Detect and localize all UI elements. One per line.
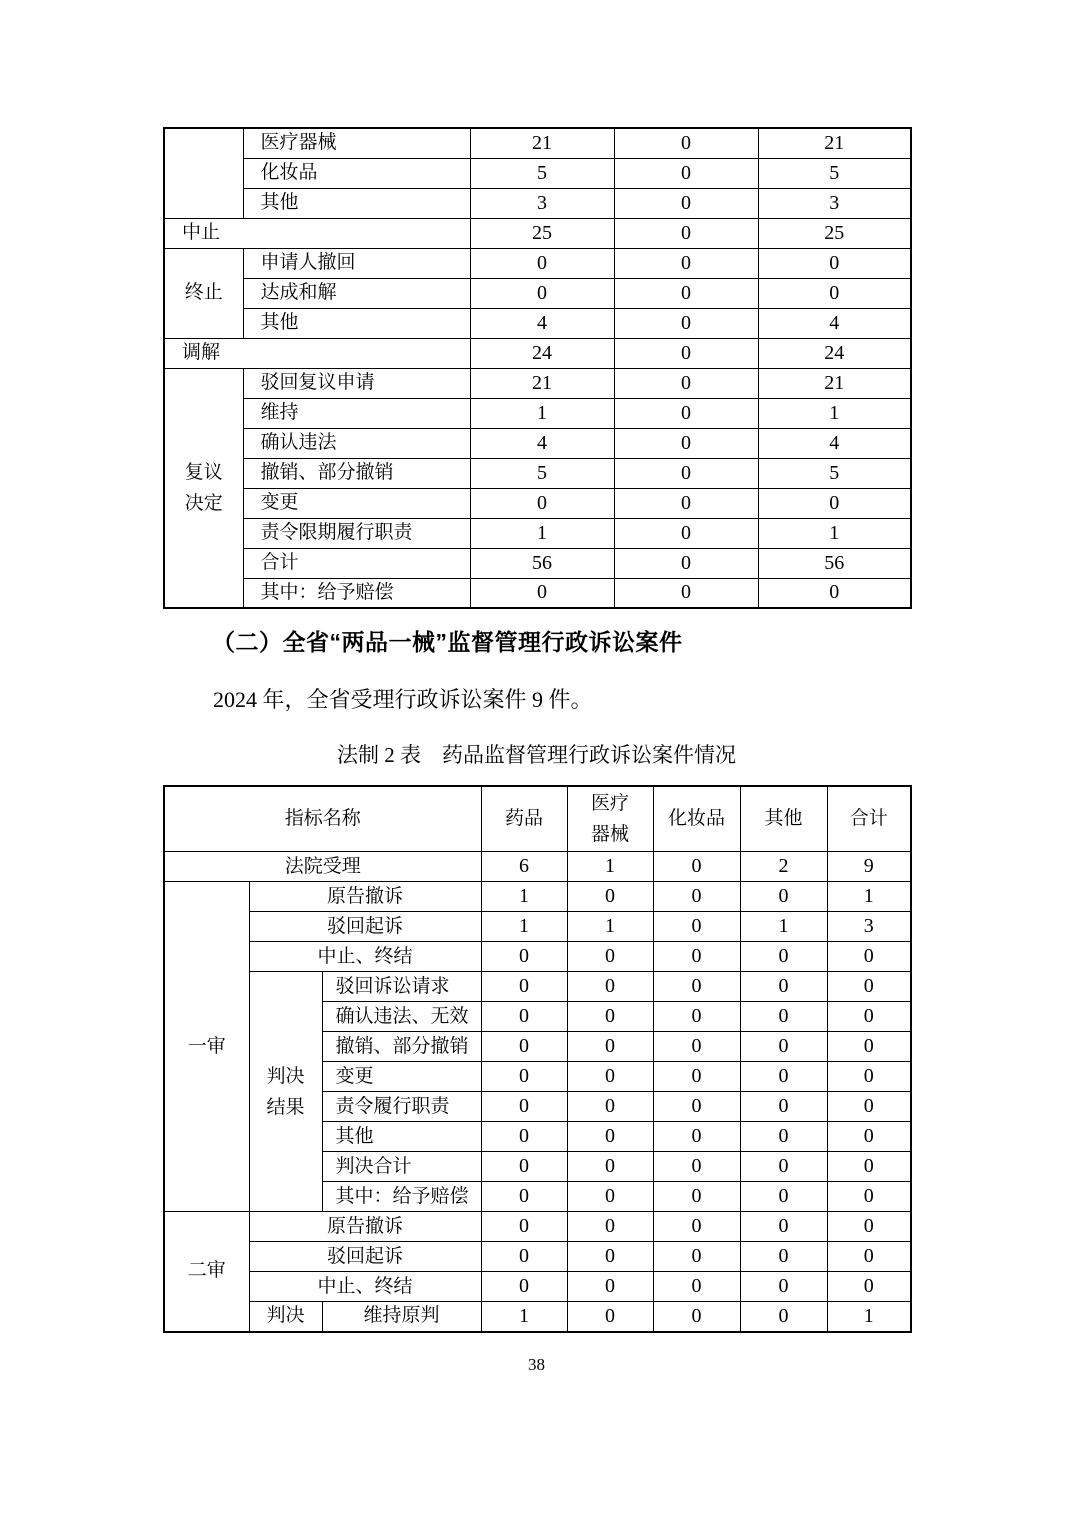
t2-row-label: 驳回起诉: [249, 1242, 481, 1272]
t2-cell: 0: [481, 1272, 567, 1302]
t1-row-label: 变更: [243, 488, 470, 518]
table-header-row: [164, 786, 911, 852]
t2-group-line: 判决: [266, 1065, 305, 1087]
t1-cell: 0: [470, 278, 614, 308]
t1-cell: 0: [614, 458, 758, 488]
t1-cell: 21: [758, 128, 911, 158]
t2-cell: 0: [567, 1032, 653, 1062]
table-row: [164, 218, 911, 248]
t2-cell: 0: [827, 1182, 911, 1212]
t2-cell: 0: [481, 1092, 567, 1122]
t2-row-label: 原告撤诉: [249, 1212, 481, 1242]
t2-cell: 0: [827, 942, 911, 972]
t1-group-termination-cell: 终止: [164, 248, 243, 338]
table-row: [164, 912, 911, 942]
t1-cell: 0: [614, 398, 758, 428]
t1-cell: 4: [758, 308, 911, 338]
t2-cell: 0: [740, 942, 827, 972]
t1-cell: 4: [470, 308, 614, 338]
t2-cell: 1: [481, 1302, 567, 1332]
t2-row-label: 责令履行职责: [322, 1092, 481, 1122]
t1-cell: 0: [758, 578, 911, 608]
t2-row-label: 驳回起诉: [249, 912, 481, 942]
t2-header-other: 其他: [740, 786, 827, 852]
t2-court-label: 法院受理: [164, 852, 481, 882]
t2-header-device-line: 器械: [591, 824, 630, 845]
t2-cell: 0: [653, 1002, 740, 1032]
t1-row-label: 合计: [243, 548, 470, 578]
t1-cell: 0: [470, 578, 614, 608]
t2-cell: 0: [827, 1032, 911, 1062]
t2-header-indicator: 指标名称: [164, 786, 481, 852]
t2-header-drug: 药品: [481, 786, 567, 852]
table-row: [164, 248, 911, 278]
table-row: [164, 188, 911, 218]
t1-cell: 0: [758, 488, 911, 518]
t2-cell: 0: [827, 972, 911, 1002]
t2-cell: 0: [740, 1092, 827, 1122]
t1-row-label: 维持: [243, 398, 470, 428]
table-row: [164, 972, 911, 1002]
table-row: [164, 942, 911, 972]
t2-cell: 0: [740, 1212, 827, 1242]
t2-cell: 0: [827, 1092, 911, 1122]
t2-row-label: 其中：给予赔偿: [322, 1182, 481, 1212]
administrative-litigation-table: [163, 785, 912, 1333]
t1-row-label: 其中：给予赔偿: [243, 578, 470, 608]
t2-header-cosmetics: 化妆品: [653, 786, 740, 852]
t2-cell: 0: [740, 1032, 827, 1062]
t1-cell: 1: [470, 398, 614, 428]
t1-cell: 0: [614, 128, 758, 158]
table-row: [164, 548, 911, 578]
table-row: [164, 278, 911, 308]
t2-cell: 0: [481, 1062, 567, 1092]
t2-row-label: 中止、终结: [249, 1272, 481, 1302]
t2-cell: 0: [740, 1272, 827, 1302]
t2-cell: 1: [827, 1302, 911, 1332]
t2-cell: 0: [653, 1062, 740, 1092]
t2-cell: 1: [481, 882, 567, 912]
t1-row-label: 化妆品: [243, 158, 470, 188]
table-row: [164, 518, 911, 548]
t2-cell: 1: [481, 912, 567, 942]
t1-cell: 25: [758, 218, 911, 248]
t1-row-label: 医疗器械: [243, 128, 470, 158]
table-row: [164, 578, 911, 608]
t2-cell: 0: [567, 1062, 653, 1092]
table-row: [164, 398, 911, 428]
t2-cell: 0: [653, 1242, 740, 1272]
t1-cell: 0: [614, 248, 758, 278]
table-row: [164, 1242, 911, 1272]
t1-group-continued-cell: [164, 128, 243, 218]
t1-cell: 0: [614, 188, 758, 218]
t1-row-label: 申请人撤回: [243, 248, 470, 278]
t2-cell: 3: [827, 912, 911, 942]
table-row: [164, 158, 911, 188]
t2-cell: 0: [481, 1122, 567, 1152]
t2-cell: 0: [567, 1272, 653, 1302]
t2-row-label: 变更: [322, 1062, 481, 1092]
t2-cell: 0: [653, 1272, 740, 1302]
t2-cell: 6: [481, 852, 567, 882]
t2-cell: 0: [481, 942, 567, 972]
t2-verdict-cell: 判决: [249, 1302, 322, 1332]
t2-cell: 0: [481, 1032, 567, 1062]
t1-cell: 4: [470, 428, 614, 458]
t2-group-judgment-result-cell: [249, 972, 322, 1212]
t2-cell: 0: [653, 972, 740, 1002]
t2-cell: 0: [653, 882, 740, 912]
t2-cell: 0: [740, 972, 827, 1002]
t2-cell: 0: [481, 1152, 567, 1182]
t2-cell: 0: [567, 882, 653, 912]
t1-cell: 1: [758, 398, 911, 428]
t2-cell: 0: [653, 1122, 740, 1152]
t2-cell: 0: [567, 1002, 653, 1032]
table-row: [164, 128, 911, 158]
t2-row-label: 其他: [322, 1122, 481, 1152]
t2-cell: 0: [740, 1242, 827, 1272]
t2-cell: 0: [567, 942, 653, 972]
t1-cell: 21: [758, 368, 911, 398]
t1-cell: 24: [758, 338, 911, 368]
t2-cell: 0: [653, 1182, 740, 1212]
t1-cell: 1: [758, 518, 911, 548]
t2-group-first-instance-cell: 一审: [164, 882, 249, 1212]
t2-row-label: 维持原判: [322, 1302, 481, 1332]
t2-cell: 0: [567, 1242, 653, 1272]
t1-group-line: 复议: [184, 461, 223, 483]
t1-cell: 0: [614, 308, 758, 338]
t2-cell: 0: [740, 1302, 827, 1332]
t2-cell: 1: [567, 912, 653, 942]
t2-cell: 0: [567, 1182, 653, 1212]
t1-cell: 5: [470, 458, 614, 488]
t2-cell: 0: [567, 1122, 653, 1152]
t2-row-label: 中止、终结: [249, 942, 481, 972]
t2-cell: 0: [481, 1212, 567, 1242]
t2-cell: 0: [740, 882, 827, 912]
t2-cell: 1: [827, 882, 911, 912]
t2-cell: 1: [567, 852, 653, 882]
t2-cell: 0: [827, 1122, 911, 1152]
t2-cell: 0: [567, 1092, 653, 1122]
t2-cell: 0: [740, 1182, 827, 1212]
t2-row-label: 判决合计: [322, 1152, 481, 1182]
administrative-review-table: [163, 127, 912, 609]
table2-caption: 法制 2 表 药品监督管理行政诉讼案件情况: [337, 743, 736, 767]
t1-merged-label: 中止: [164, 218, 470, 248]
t2-header-total: 合计: [827, 786, 911, 852]
t2-cell: 1: [740, 912, 827, 942]
t1-row-label: 确认违法: [243, 428, 470, 458]
t2-cell: 0: [827, 1152, 911, 1182]
t2-cell: 0: [827, 1242, 911, 1272]
t2-cell: 0: [827, 1212, 911, 1242]
t1-cell: 4: [758, 428, 911, 458]
table-row: [164, 852, 911, 882]
t2-cell: 0: [481, 1242, 567, 1272]
t1-cell: 0: [470, 488, 614, 518]
t1-row-label: 其他: [243, 188, 470, 218]
t1-cell: 24: [470, 338, 614, 368]
t1-row-label: 责令限期履行职责: [243, 518, 470, 548]
t1-cell: 5: [470, 158, 614, 188]
t1-cell: 5: [758, 458, 911, 488]
t2-cell: 0: [481, 972, 567, 1002]
t1-row-label: 其他: [243, 308, 470, 338]
t1-cell: 0: [614, 368, 758, 398]
table-row: [164, 458, 911, 488]
t1-cell: 56: [470, 548, 614, 578]
t2-row-label: 撤销、部分撤销: [322, 1032, 481, 1062]
t2-cell: 0: [653, 1302, 740, 1332]
t1-row-label: 驳回复议申请: [243, 368, 470, 398]
section-heading: （二）全省“两品一械”监督管理行政诉讼案件: [212, 629, 683, 655]
t2-cell: 0: [827, 1002, 911, 1032]
body-paragraph: 2024 年，全省受理行政诉讼案件 9 件。: [213, 687, 593, 712]
t1-cell: 3: [470, 188, 614, 218]
t1-cell: 21: [470, 128, 614, 158]
t1-cell: 0: [614, 218, 758, 248]
t1-merged-label: 调解: [164, 338, 470, 368]
t2-cell: 0: [740, 1062, 827, 1092]
table-row: [164, 368, 911, 398]
page-number: 38: [528, 1354, 545, 1374]
t2-header-device: [567, 786, 653, 852]
t2-cell: 0: [653, 942, 740, 972]
table-row: [164, 1212, 911, 1242]
t1-cell: 0: [614, 428, 758, 458]
table-row: [164, 338, 911, 368]
t1-cell: 0: [614, 158, 758, 188]
t2-cell: 0: [827, 1062, 911, 1092]
t2-cell: 0: [653, 1152, 740, 1182]
t2-cell: 0: [740, 1002, 827, 1032]
t2-row-label: 驳回诉讼请求: [322, 972, 481, 1002]
t1-group-line: 决定: [184, 492, 223, 514]
t1-row-label: 撤销、部分撤销: [243, 458, 470, 488]
t2-row-label: 确认违法、无效: [322, 1002, 481, 1032]
t1-cell: 0: [614, 578, 758, 608]
t1-cell: 56: [758, 548, 911, 578]
t2-cell: 0: [653, 1212, 740, 1242]
table-row: [164, 1302, 911, 1332]
t2-cell: 0: [567, 972, 653, 1002]
t2-cell: 0: [567, 1302, 653, 1332]
t2-cell: 0: [653, 1092, 740, 1122]
t1-row-label: 达成和解: [243, 278, 470, 308]
t2-group-second-instance-cell: 二审: [164, 1212, 249, 1332]
t1-cell: 5: [758, 158, 911, 188]
t1-cell: 0: [758, 278, 911, 308]
t1-cell: 0: [614, 488, 758, 518]
t2-cell: 0: [827, 1272, 911, 1302]
t2-cell: 2: [740, 852, 827, 882]
table-row: [164, 308, 911, 338]
t2-cell: 0: [653, 852, 740, 882]
t1-group-review-decision-cell: [164, 368, 243, 608]
table-row: [164, 1272, 911, 1302]
t1-cell: 3: [758, 188, 911, 218]
table-row: [164, 428, 911, 458]
t2-cell: 0: [481, 1182, 567, 1212]
t1-cell: 0: [614, 278, 758, 308]
t1-cell: 21: [470, 368, 614, 398]
t1-cell: 0: [614, 518, 758, 548]
t2-cell: 0: [481, 1002, 567, 1032]
t2-cell: 0: [567, 1152, 653, 1182]
table-row: [164, 882, 911, 912]
t2-cell: 0: [567, 1212, 653, 1242]
t2-cell: 0: [653, 912, 740, 942]
t2-cell: 9: [827, 852, 911, 882]
t2-row-label: 原告撤诉: [249, 882, 481, 912]
t1-cell: 1: [470, 518, 614, 548]
t2-cell: 0: [653, 1032, 740, 1062]
table-row: [164, 488, 911, 518]
t1-cell: 0: [614, 338, 758, 368]
t2-cell: 0: [740, 1122, 827, 1152]
t1-cell: 25: [470, 218, 614, 248]
t1-cell: 0: [758, 248, 911, 278]
t2-cell: 0: [740, 1152, 827, 1182]
t1-cell: 0: [470, 248, 614, 278]
t1-cell: 0: [614, 548, 758, 578]
t2-group-line: 结果: [266, 1096, 305, 1118]
t2-header-device-line: 医疗: [591, 793, 630, 814]
